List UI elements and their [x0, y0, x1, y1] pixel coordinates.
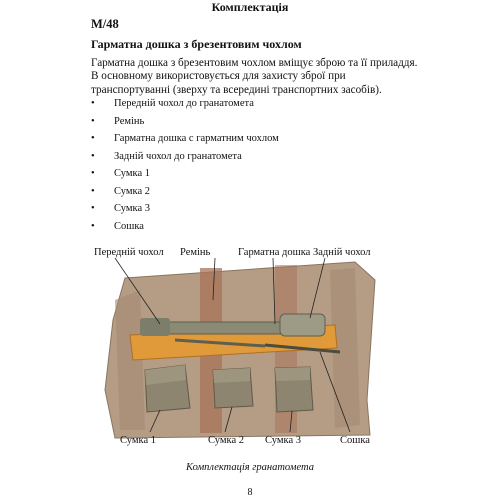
- list-item: [91, 221, 279, 239]
- list-item-text: Сумка 3: [114, 203, 150, 214]
- list-item-text: Задній чохол до гранатомета: [114, 150, 242, 162]
- list-item: [91, 133, 279, 151]
- list-item-text: Сошка: [114, 220, 144, 232]
- bullet-marker: •: [91, 115, 95, 127]
- model-heading: М/48: [91, 17, 119, 31]
- bullet-marker: •: [91, 203, 95, 214]
- page-number: 8: [247, 487, 253, 498]
- figure-caption: Комплектація гранатомета: [186, 462, 314, 473]
- bullet-marker: •: [91, 185, 95, 197]
- list-item-text: Сумка 2: [114, 185, 150, 197]
- component-list: [91, 98, 279, 238]
- list-item-text: Гарматна дошка с гарматним чохлом: [114, 133, 279, 144]
- section-title: Комплектація: [211, 0, 289, 14]
- label-bipod: Сошка: [340, 435, 370, 446]
- label-strap: Ремінь: [180, 247, 211, 258]
- list-item-text: Сумка 1: [114, 168, 150, 179]
- kit-photo: [85, 240, 385, 450]
- bullet-marker: •: [91, 220, 95, 232]
- list-item: [91, 203, 279, 221]
- list-item: [91, 168, 279, 186]
- label-rear-cover: Задній чохол: [313, 247, 371, 258]
- label-front-cover: Передній чохол: [94, 247, 164, 258]
- description-paragraph: Гарматна дошка з брезентовим чохлом вміщує зброю та її приладдя. В основному використовується для захисту зброї при транспортуванні (зверху та всередині транспортних засобів).: [91, 57, 418, 96]
- item-heading: Гарматна дошка з брезентовим чохлом: [91, 37, 302, 51]
- label-bag-3: Сумка 3: [265, 435, 301, 446]
- bullet-marker: •: [91, 168, 95, 179]
- list-item: [91, 186, 279, 204]
- bullet-marker: •: [91, 133, 95, 144]
- list-item: [91, 116, 279, 134]
- bullet-marker: •: [91, 150, 95, 162]
- list-item: [91, 98, 279, 116]
- list-item-text: Ремінь: [114, 115, 145, 127]
- list-item-text: Передній чохол до гранатомета: [114, 98, 254, 109]
- label-gun-board: Гарматна дошка: [238, 247, 311, 258]
- list-item: [91, 151, 279, 169]
- label-bag-1: Сумка 1: [120, 435, 156, 446]
- label-bag-2: Сумка 2: [208, 435, 244, 446]
- bullet-marker: •: [91, 98, 95, 109]
